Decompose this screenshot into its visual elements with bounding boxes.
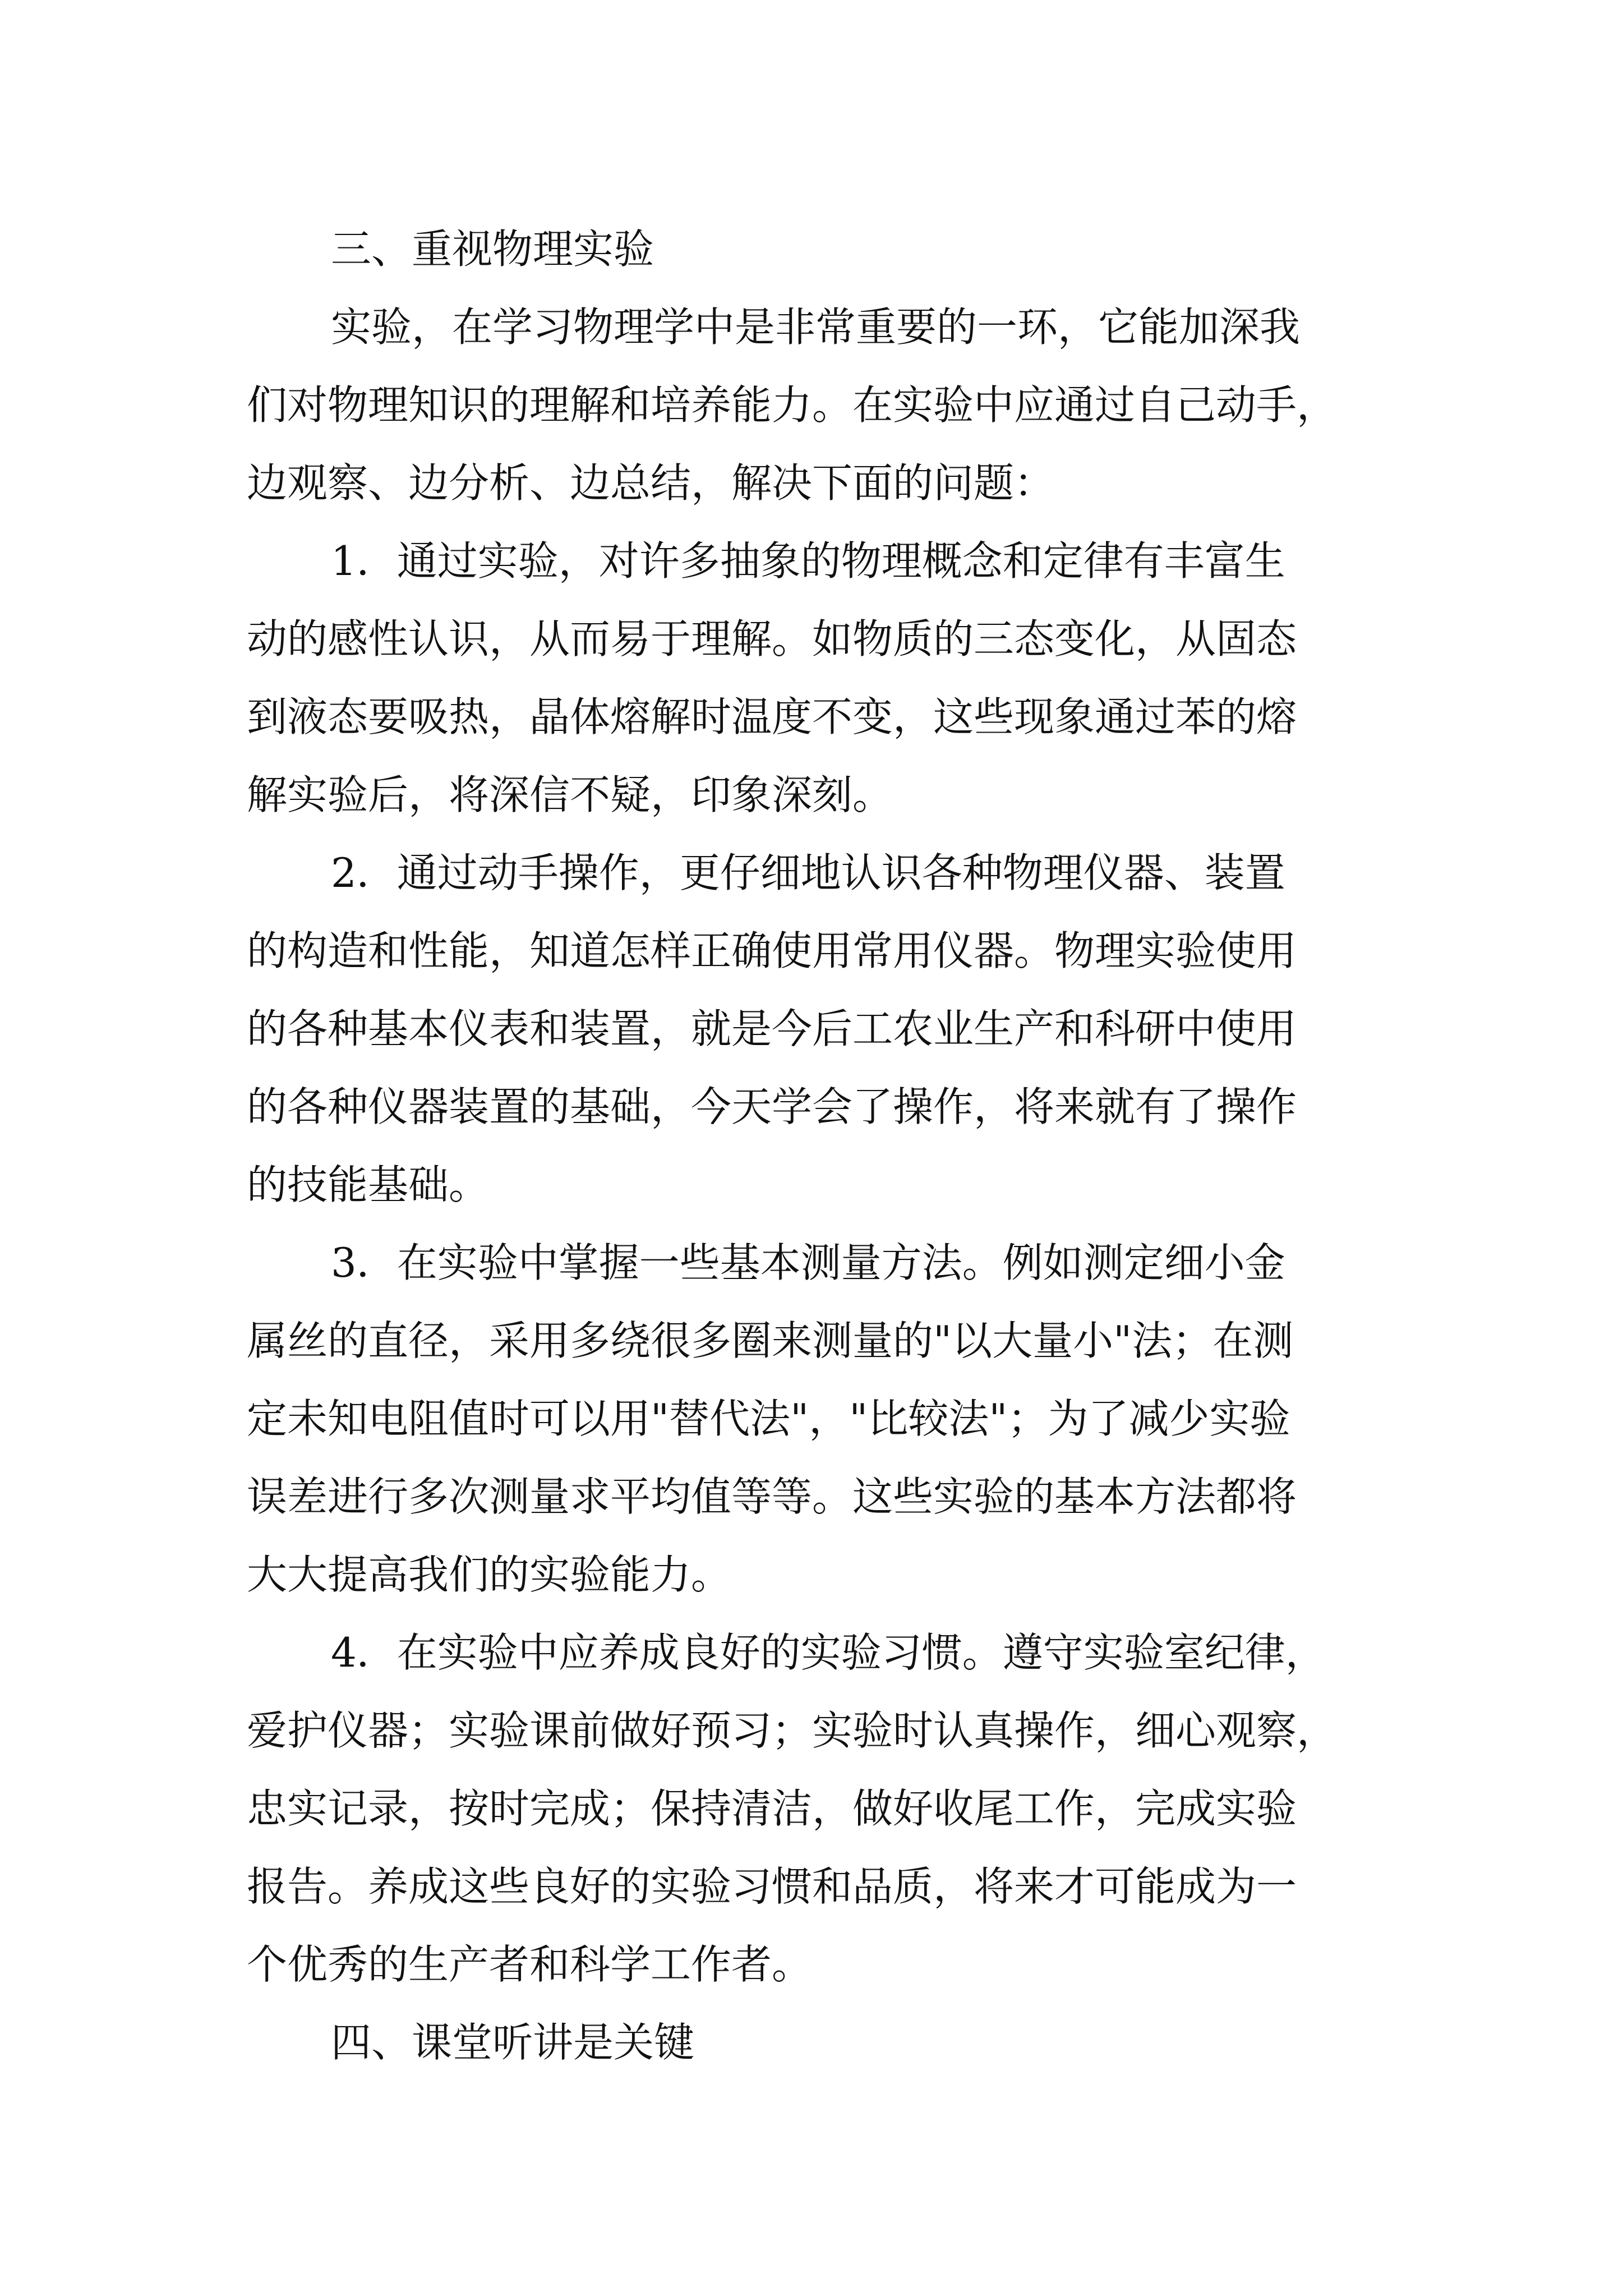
list-item-2-line: 的各种基本仪表和装置，就是今后工农业生产和科研中使用 [247, 1005, 1297, 1052]
section-heading-3: 三、重视物理实验 [331, 226, 654, 273]
list-item-3-line: 属丝的直径，采用多绕很多圈来测量的"以大量小"法；在测 [247, 1317, 1294, 1364]
list-item-1-line: 到液态要吸热，晶体熔解时温度不变，这些现象通过苯的熔 [247, 693, 1297, 740]
list-item-4-line: 忠实记录，按时完成；保持清洁，做好收尾工作，完成实验 [247, 1785, 1297, 1832]
list-item-3-line: 误差进行多次测量求平均值等等。这些实验的基本方法都将 [247, 1473, 1297, 1520]
paragraph-line: 实验，在学习物理学中是非常重要的一环，它能加深我 [331, 303, 1301, 351]
list-item-2-line: 的各种仪器装置的基础，今天学会了操作，将来就有了操作 [247, 1083, 1297, 1130]
list-item-2-line: 的构造和性能，知道怎样正确使用常用仪器。物理实验使用 [247, 927, 1297, 974]
list-item-2-line: 的技能基础。 [247, 1161, 490, 1208]
list-item-1-line: 动的感性认识，从而易于理解。如物质的三态变化，从固态 [247, 615, 1297, 662]
list-item-1-line: 1．通过实验，对许多抽象的物理概念和定律有丰富生 [331, 537, 1285, 585]
list-item-4-line: 4．在实验中应养成良好的实验习惯。遵守实验室纪律， [331, 1629, 1326, 1676]
document-body [247, 210, 1424, 2082]
paragraph-line: 们对物理知识的理解和培养能力。在实验中应通过自己动手， [247, 381, 1338, 429]
list-item-2-line: 2．通过动手操作，更仔细地认识各种物理仪器、装置 [331, 849, 1285, 896]
list-item-3-line: 大大提高我们的实验能力。 [247, 1551, 732, 1598]
list-item-3-line: 3．在实验中掌握一些基本测量方法。例如测定细小金 [331, 1239, 1285, 1286]
paragraph-line: 边观察、边分析、边总结，解决下面的问题： [247, 459, 1055, 507]
list-item-4-line: 爱护仪器；实验课前做好预习；实验时认真操作，细心观察， [247, 1707, 1338, 1754]
list-item-3-line: 定未知电阻值时可以用"替代法"，"比较法"；为了减少实验 [247, 1395, 1290, 1442]
list-item-4-line: 个优秀的生产者和科学工作者。 [247, 1941, 813, 1988]
list-item-1-line: 解实验后，将深信不疑，印象深刻。 [247, 771, 893, 818]
section-heading-4: 四、课堂听讲是关键 [331, 2019, 695, 2066]
list-item-4-line: 报告。养成这些良好的实验习惯和品质，将来才可能成为一 [247, 1863, 1297, 1910]
